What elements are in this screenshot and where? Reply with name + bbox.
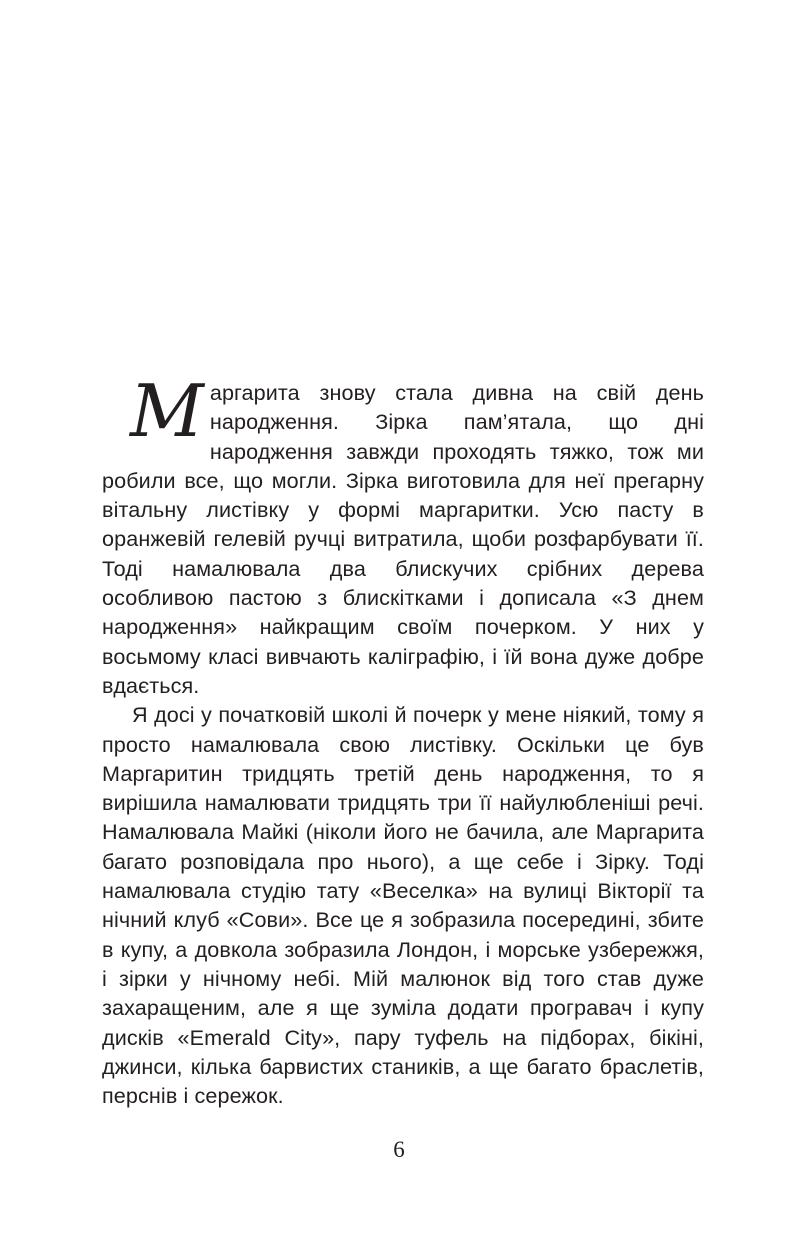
paragraph-2: Я досі у початковій школі й почерк у мене ніякий, тому я просто намалювала свою листівку. Оскільки це був Маргаритин тридцять третій день народження, то я вирішила намалювати тридцять три її найулюбленіші речі. Намалювала Майкі (ніколи його не бачила, але Маргарита багато розповідала про нього), а ще себе і Зірку. Тоді намалювала студію тату «Веселка» на вулиці Вікторії та нічний клуб «Сови». Все це я зобразила посередині, збите в купу, а довкола зобразила Лондон, і морське узбережжя, і зірки у нічному небі. Мій малюнок від того став дуже захаращеним, але я ще зуміла додати програвач і купу дисків «Emerald City», пару туфель на підборах, бікіні, джинси, кілька барвистих стаників, а ще багато браслетів, перснів і сережок. (102, 702, 704, 1109)
paragraph-1-text: аргарита знову стала дивна на свій день народження. Зірка пам’ятала, що дні народження завжди проходять тяжко, тож ми робили все, що могли. Зірка виготовила для неї прегарну вітальну листівку у формі маргаритки. Усю пасту в оранжевій гелевій ручці витратила, щоби розфарбувати її. Тоді намалювала два блискучих срібних дерева особливою пастою з блискітками і дописала «З днем народження» найкращим своїм почерком. У них у восьмому класі вивчають каліграфію, і їй вона дуже добре вдається. (102, 380, 704, 698)
paragraph-1 (102, 369, 704, 700)
body-text (102, 369, 704, 1110)
page-number: 6 (393, 1137, 405, 1162)
drop-cap: М (130, 369, 204, 453)
